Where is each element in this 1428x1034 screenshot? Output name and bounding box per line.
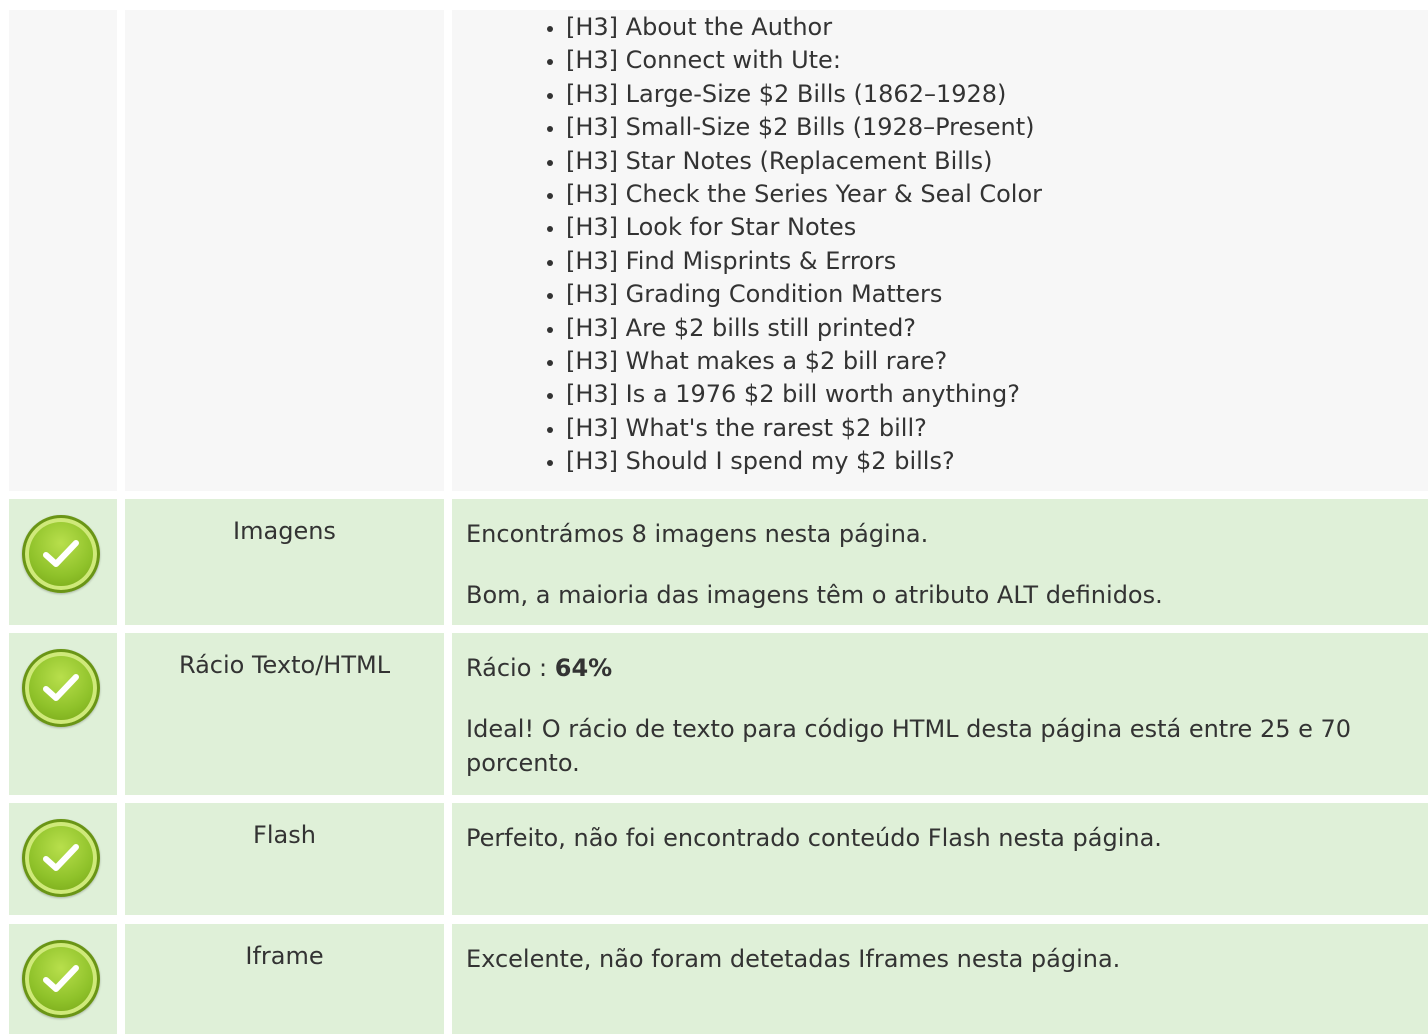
check-message: Ideal! O rácio de texto para código HTML desta página está entre 25 e 70 porcento. (466, 715, 1352, 777)
check-label-cell (125, 633, 444, 795)
ratio-value: 64% (554, 654, 613, 682)
headings-row (0, 0, 1428, 491)
check-body-cell (452, 499, 1428, 625)
check-icon (22, 515, 100, 593)
headings-list (452, 11, 1428, 479)
status-cell (9, 633, 117, 795)
check-row-iframe (0, 924, 1428, 1034)
check-label-cell (125, 803, 444, 915)
check-label: Rácio Texto/HTML (178, 651, 391, 679)
heading-item: • [H3] Check the Series Year & Seal Color (566, 178, 1428, 211)
heading-item: • [H3] What's the rarest $2 bill? (566, 412, 1428, 445)
status-cell (9, 924, 117, 1034)
check-body-cell (452, 633, 1428, 795)
heading-item: • [H3] What makes a $2 bill rare? (566, 345, 1428, 378)
check-label: Flash (253, 821, 316, 849)
heading-item: • [H3] Star Notes (Replacement Bills) (566, 145, 1428, 178)
heading-item: • [H3] Find Misprints & Errors (566, 245, 1428, 278)
check-label-cell (125, 499, 444, 625)
check-label-cell (125, 924, 444, 1034)
status-cell (9, 499, 117, 625)
check-row-text-html-ratio (0, 633, 1428, 795)
heading-item: • [H3] Is a 1976 $2 bill worth anything? (566, 378, 1428, 411)
heading-item: • [H3] Are $2 bills still printed? (566, 312, 1428, 345)
ratio-prefix: Rácio : (466, 654, 555, 682)
check-row-flash (0, 803, 1428, 915)
headings-label-cell (125, 10, 444, 491)
heading-item: • [H3] Look for Star Notes (566, 211, 1428, 244)
heading-item: • [H3] About the Author (566, 11, 1428, 44)
check-body-cell (452, 803, 1428, 915)
check-label: Imagens (233, 517, 336, 545)
check-message: Perfeito, não foi encontrado conteúdo Flash nesta página. (466, 824, 1162, 852)
headings-body-cell (452, 10, 1428, 491)
heading-item: • [H3] Grading Condition Matters (566, 278, 1428, 311)
check-icon (22, 819, 100, 897)
check-icon (22, 940, 100, 1018)
headings-icon-cell (9, 10, 117, 491)
status-cell (9, 803, 117, 915)
heading-item: • [H3] Small-Size $2 Bills (1928–Present) (566, 111, 1428, 144)
heading-item: • [H3] Should I spend my $2 bills? (566, 445, 1428, 478)
heading-item: • [H3] Connect with Ute: (566, 44, 1428, 77)
check-body-cell (452, 924, 1428, 1034)
check-message: Excelente, não foram detetadas Iframes nesta página. (466, 945, 1121, 973)
check-label: Iframe (245, 942, 324, 970)
check-row-images (0, 499, 1428, 625)
check-icon (22, 649, 100, 727)
check-message: Bom, a maioria das imagens têm o atributo ALT definidos. (466, 581, 1163, 609)
heading-item: • [H3] Large-Size $2 Bills (1862–1928) (566, 78, 1428, 111)
check-message: Encontrámos 8 imagens nesta página. (466, 520, 929, 548)
ratio-line (466, 651, 1414, 685)
